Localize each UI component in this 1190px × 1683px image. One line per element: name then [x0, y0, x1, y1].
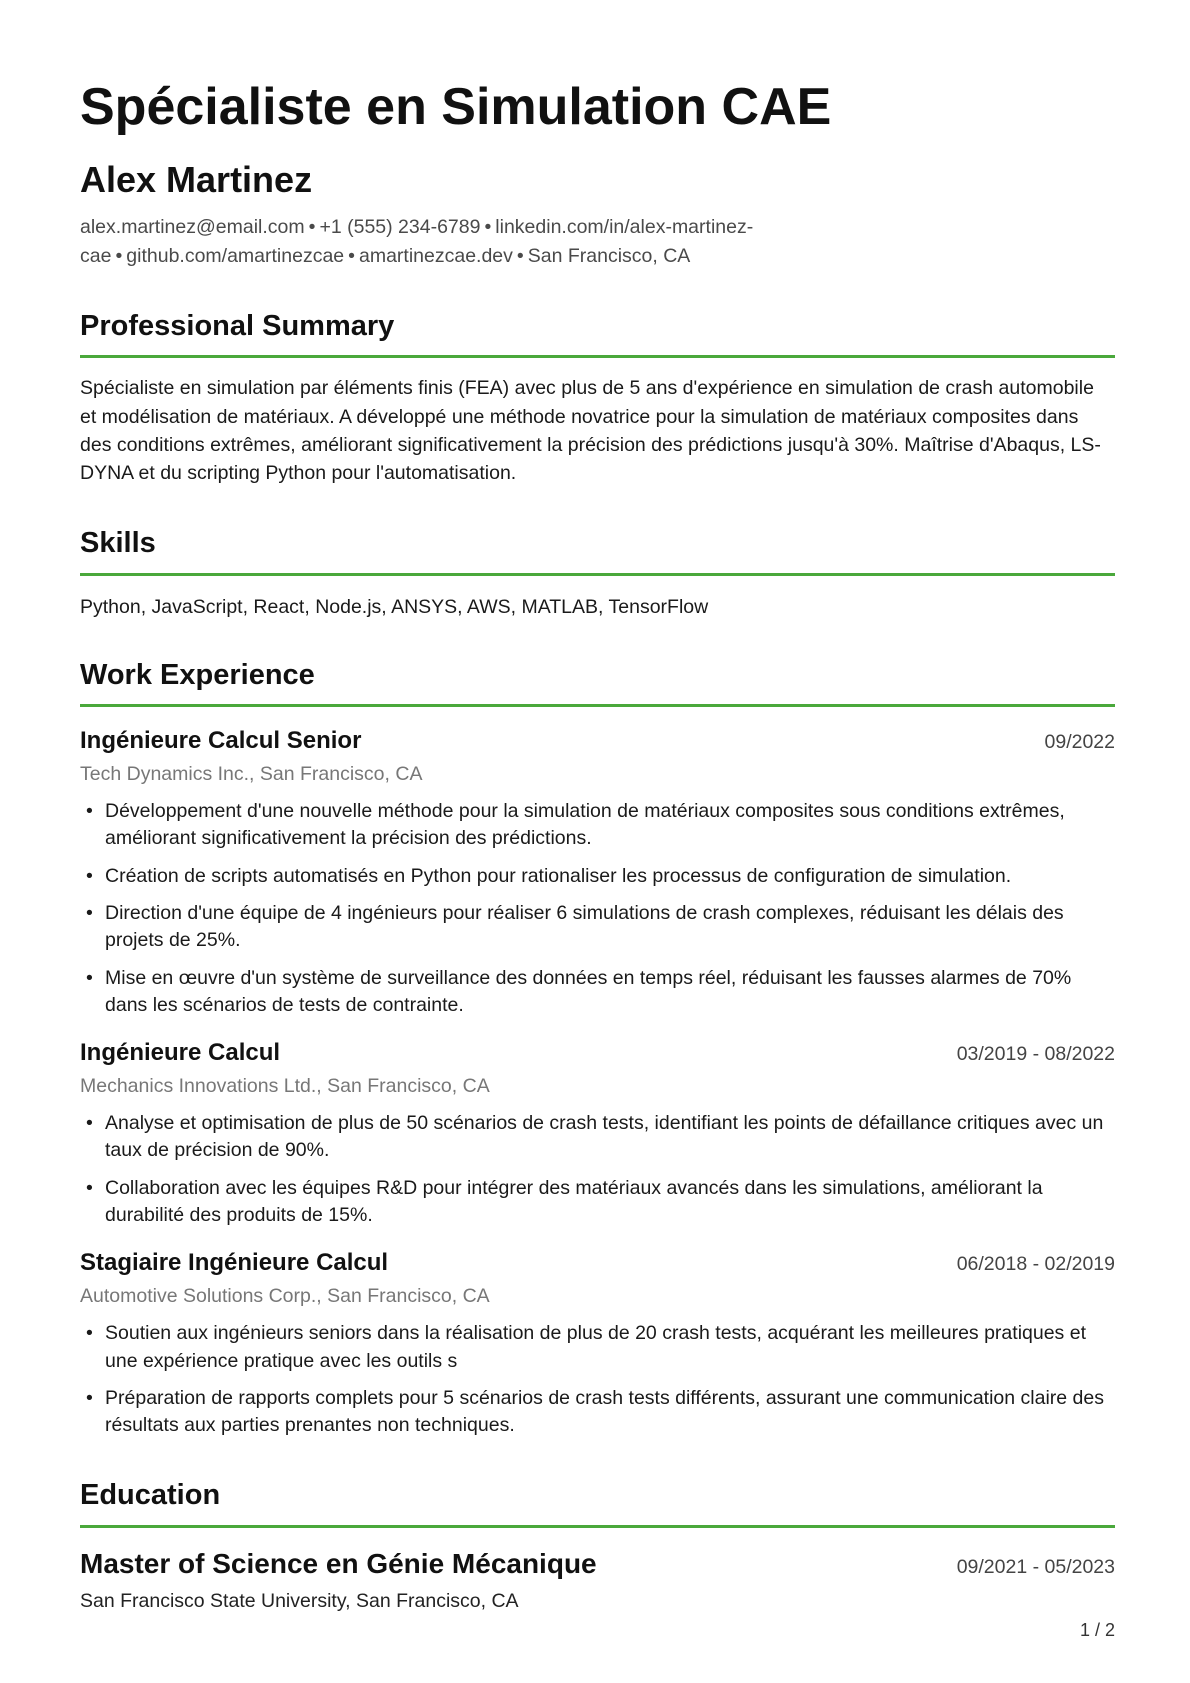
- job-dates: 06/2018 - 02/2019: [956, 1253, 1115, 1276]
- job-bullet: [80, 965, 1115, 1020]
- job-company: Tech Dynamics Inc., San Francisco, CA: [80, 763, 423, 786]
- bullet-text: Préparation de rapports complets pour 5 scénarios de crash tests différents, assurant une communication claire des résultats aux parties prenantes non techniques.: [105, 1386, 1104, 1437]
- bullet-icon: •: [86, 800, 93, 823]
- contact-email: alex.martinez@email.com: [80, 216, 305, 239]
- contact-separator: •: [516, 244, 524, 267]
- job-entry: [80, 1039, 1115, 1229]
- bullet-text: Création de scripts automatisés en Python pour rationaliser les processus de configuration de simulation.: [105, 864, 1012, 887]
- school-name: San Francisco State University, San Francisco, CA: [80, 1589, 519, 1612]
- experience-section: [80, 659, 1115, 1440]
- bullet-icon: •: [86, 1322, 93, 1345]
- job-title: Ingénieure Calcul Senior: [80, 727, 362, 755]
- job-company: Mechanics Innovations Ltd., San Francisco, CA: [80, 1075, 490, 1098]
- summary-section: [80, 310, 1115, 487]
- bullet-icon: •: [86, 1176, 93, 1199]
- page-number: 1 / 2: [1079, 1620, 1115, 1640]
- bullet-text: Mise en œuvre d'un système de surveillance des données en temps réel, réduisant les fausses alarmes de 70% dans les scénarios de tests de contrainte.: [105, 966, 1072, 1016]
- candidate-name: Alex Martinez: [80, 158, 313, 200]
- job-dates: 09/2022: [1044, 731, 1115, 754]
- job-dates: 03/2019 - 08/2022: [956, 1043, 1115, 1066]
- section-heading-education: Education: [80, 1479, 1115, 1527]
- contact-separator: •: [484, 216, 492, 239]
- bullet-text: Analyse et optimisation de plus de 50 scénarios de crash tests, identifiant les points de défaillance critiques avec un taux de précision de 90%.: [105, 1112, 1104, 1162]
- bullet-icon: •: [86, 864, 93, 887]
- education-dates: 09/2021 - 05/2023: [956, 1555, 1115, 1578]
- bullet-text: Soutien aux ingénieurs seniors dans la réalisation de plus de 20 crash tests, acquérant les meilleures pratiques et une expérience pratique avec les outils s: [105, 1322, 1086, 1372]
- section-heading-skills: Skills: [80, 527, 1115, 575]
- skills-section: [80, 527, 1115, 618]
- contact-separator: •: [348, 244, 355, 267]
- bullet-icon: •: [86, 1386, 93, 1409]
- resume-page: [80, 78, 1115, 1613]
- job-bullet: [80, 900, 1115, 955]
- bullet-icon: •: [86, 966, 93, 989]
- section-heading-experience: Work Experience: [80, 659, 1115, 707]
- job-title: Stagiaire Ingénieure Calcul: [80, 1249, 389, 1277]
- bullet-icon: •: [86, 901, 93, 924]
- job-company: Automotive Solutions Corp., San Francisco, CA: [80, 1285, 490, 1308]
- job-bullet: [80, 1320, 1115, 1375]
- education-section: [80, 1479, 1115, 1612]
- contact-phone: +1 (555) 234-6789: [319, 216, 481, 239]
- job-title: Ingénieure Calcul: [80, 1039, 281, 1067]
- bullet-icon: •: [86, 1112, 93, 1135]
- job-bullet: [80, 798, 1115, 853]
- job-entry: [80, 1249, 1115, 1439]
- document-title: Spécialiste en Simulation CAE: [80, 78, 832, 136]
- contact-website: amartinezcae.dev: [358, 244, 513, 267]
- contact-github: github.com/amartinezcae: [126, 244, 345, 267]
- contact-separator: •: [308, 216, 316, 239]
- job-bullet: [80, 1385, 1115, 1440]
- bullet-text: Collaboration avec les équipes R&D pour intégrer des matériaux avancés dans les simulations, améliorant la durabilité des produits de 15%.: [105, 1176, 1043, 1226]
- summary-text: Spécialiste en simulation par éléments finis (FEA) avec plus de 5 ans d'expérience en simulation de crash automobile et modélisation de matériaux. A développé une méthode novatrice pour la simulation de matériaux composites dans des conditions extrêmes, améliorant significativement la précision des prédictions jusqu'à 30%. Maîtrise d'Abaqus, LS-DYNA et du scripting Python pour l'automatisation.: [80, 377, 1101, 485]
- job-bullet: [80, 1110, 1115, 1165]
- job-bullet: [80, 863, 1115, 890]
- section-heading-summary: Professional Summary: [80, 310, 1115, 358]
- degree-title: Master of Science en Génie Mécanique: [80, 1547, 597, 1579]
- contact-linkedin: linkedin.com/in/alex-martinez-cae: [80, 216, 754, 267]
- bullet-text: Direction d'une équipe de 4 ingénieurs pour réaliser 6 simulations de crash complexes, réduisant les délais des projets de 25%.: [105, 901, 1064, 952]
- job-entry: [80, 727, 1115, 1019]
- bullet-text: Développement d'une nouvelle méthode pour la simulation de matériaux composites sous conditions extrêmes, améliorant significativement la précision des prédictions.: [105, 800, 1065, 850]
- education-entry: [80, 1548, 1115, 1613]
- skills-text: Python, JavaScript, React, Node.js, ANSYS, AWS, MATLAB, TensorFlow: [80, 595, 709, 618]
- contact-separator: •: [115, 244, 123, 267]
- contact-location: San Francisco, CA: [527, 244, 691, 267]
- contact-line: [80, 213, 1115, 270]
- job-bullet: [80, 1175, 1115, 1230]
